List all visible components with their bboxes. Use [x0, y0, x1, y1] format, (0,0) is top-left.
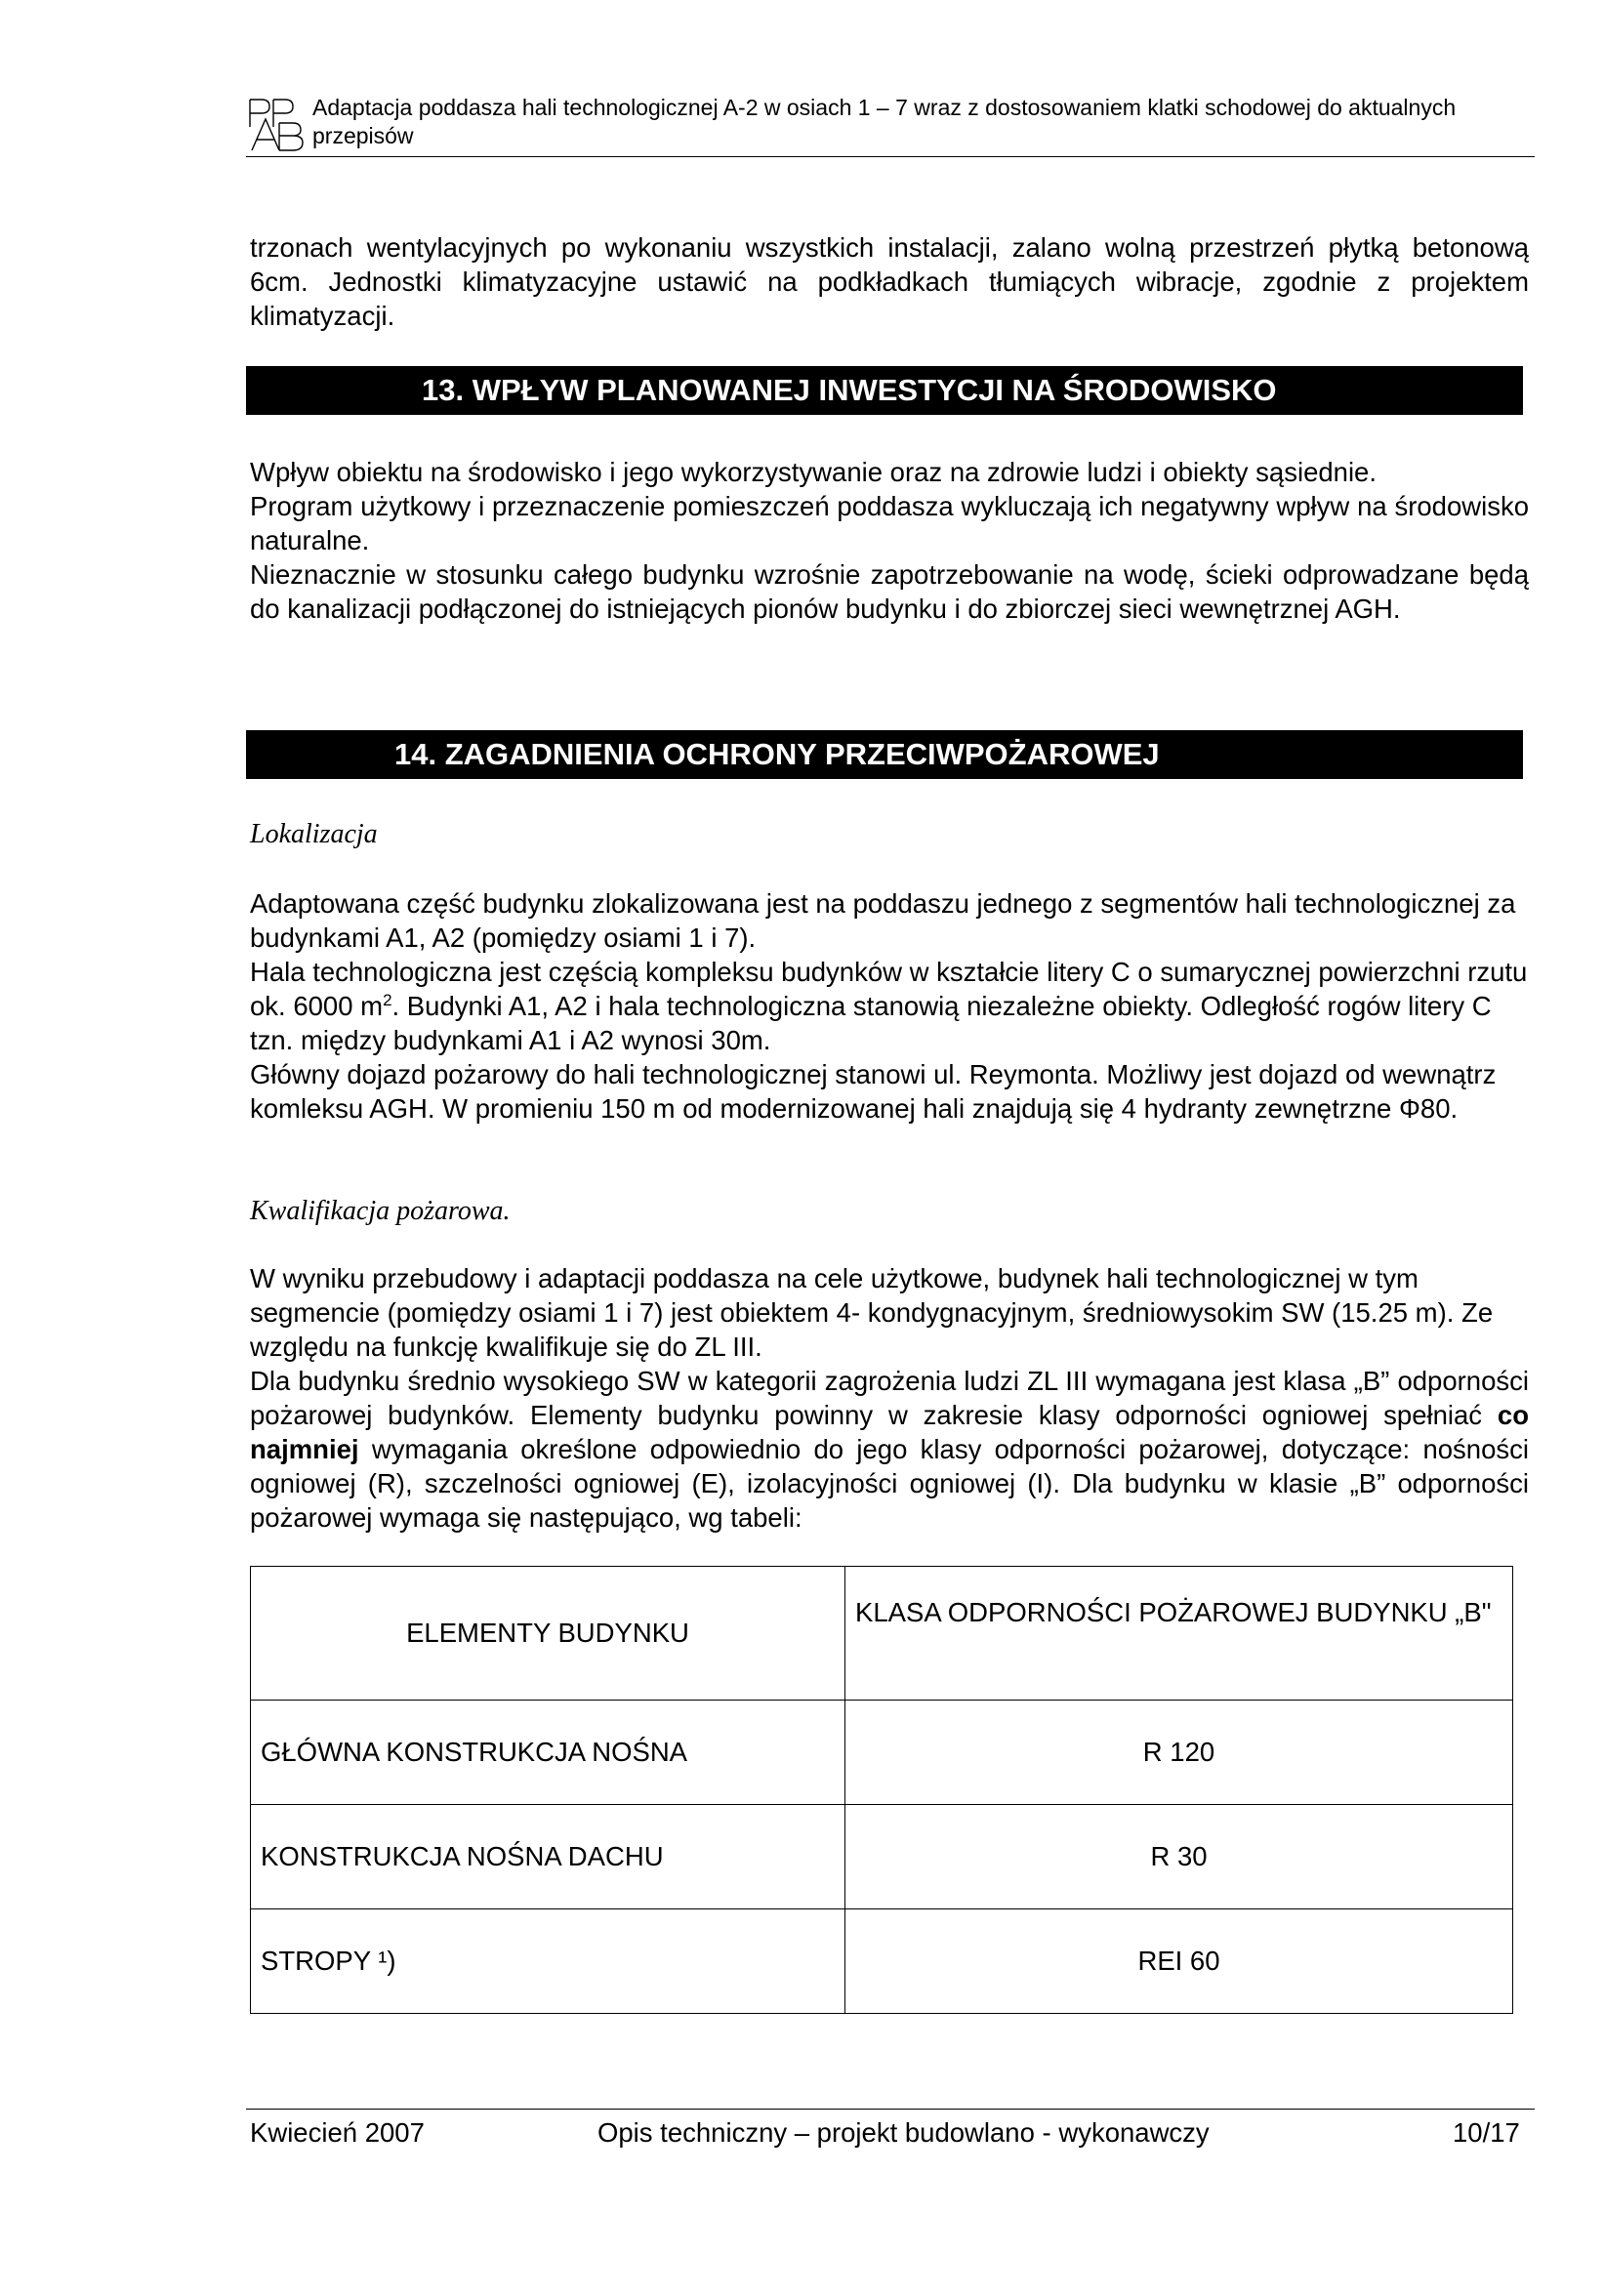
section-13-paragraph: Wpływ obiektu na środowisko i jego wykorzystywanie oraz na zdrowie ludzi i obiekty sąsiednie. — [250, 457, 1377, 487]
lokalizacja-text: Hala technologiczna jest częścią kompleksu budynków w kształcie litery C o sumarycznej powierzchni rzutu ok. 6000 m — [250, 957, 1528, 1021]
section-13-paragraph: Nieznacznie w stosunku całego budynku wzrośnie zapotrzebowanie na wodę, ścieki odprowadzane będą do kanalizacji podłączonej do istniejących pionów budynku i do zbiorczej sieci wewnętrznej AGH. — [250, 559, 1529, 624]
table-cell: R 30 — [845, 1805, 1513, 1909]
section-13-title: 13. WPŁYW PLANOWANEJ INWESTYCJI NA ŚRODOWISKO — [422, 373, 1277, 407]
table-cell: R 120 — [845, 1701, 1513, 1805]
footer-divider — [246, 2109, 1535, 2110]
section-13-body — [250, 455, 1529, 626]
footer-document-type: Opis techniczny – projekt budowlano - wykonawczy — [597, 2117, 1210, 2148]
table-cell: GŁÓWNA KONSTRUKCJA NOŚNA — [251, 1701, 845, 1805]
table-row — [251, 1909, 1513, 2014]
table-header-cell: KLASA ODPORNOŚCI POŻAROWEJ BUDYNKU „B" — [845, 1567, 1513, 1701]
kwalifikacja-body — [250, 1261, 1529, 1535]
lokalizacja-text: . Budynki A1, A2 i hala technologiczna stanowią niezależne obiekty. Odległość rogów litery C tzn. między budynkami A1 i A2 wynosi 30m. — [250, 991, 1492, 1055]
section-14-heading — [246, 730, 1523, 779]
section-13-paragraph: Program użytkowy i przeznaczenie pomieszczeń poddasza wykluczają ich negatywny wpływ na środowisko naturalne. — [250, 491, 1529, 555]
section-13-heading — [246, 366, 1523, 415]
table-cell: REI 60 — [845, 1909, 1513, 2014]
kwalifikacja-text: wymagania określone odpowiednio do jego klasy odporności pożarowej, dotyczące: nośności ogniowej (R), szczelności ogniowej (E), izolacyjności ogniowej (I). Dla budynku w klasie „B” odporności pożarowej wymaga się następująco, wg tabeli: — [250, 1434, 1529, 1533]
page-number: 10/17 — [1453, 2117, 1520, 2148]
fire-resistance-table — [250, 1566, 1513, 2014]
lokalizacja-paragraph: Adaptowana część budynku zlokalizowana jest na poddaszu jednego z segmentów hali technologicznej za budynkami A1, A2 (pomiędzy osiami 1 i 7). — [250, 888, 1516, 953]
table-header-row — [251, 1567, 1513, 1701]
intro-text: trzonach wentylacyjnych po wykonaniu wszystkich instalacji, zalano wolną przestrzeń płytką betonową 6cm. Jednostki klimatyzacyjne ustawić na podkładkach tłumiących wibracje, zgodnie z projektem klimatyzacji. — [250, 232, 1529, 331]
document-title: Adaptacja poddasza hali technologicznej A-2 w osiach 1 – 7 wraz z dostosowaniem klatki schodowej do aktualnych przepisów — [312, 95, 1457, 148]
footer-date: Kwiecień 2007 — [250, 2117, 425, 2148]
page-header — [246, 90, 1535, 157]
lokalizacja-paragraph — [250, 955, 1529, 1057]
table-cell: KONSTRUKCJA NOŚNA DACHU — [251, 1805, 845, 1909]
table-row — [251, 1805, 1513, 1909]
table-row — [251, 1701, 1513, 1805]
pab-logo-icon — [246, 94, 305, 154]
table-cell: STROPY ¹) — [251, 1909, 845, 2014]
intro-paragraph — [250, 230, 1529, 333]
emphasis-text: co najmniej — [250, 1400, 1529, 1464]
kwalifikacja-paragraph — [250, 1364, 1529, 1535]
section-14-title: 14. ZAGADNIENIA OCHRONY PRZECIWPOŻAROWEJ — [394, 737, 1160, 771]
lokalizacja-body — [250, 886, 1529, 1126]
table-header-cell: ELEMENTY BUDYNKU — [251, 1567, 845, 1701]
kwalifikacja-paragraph: W wyniku przebudowy i adaptacji poddasza na cele użytkowe, budynek hali technologicznej w tym segmencie (pomiędzy osiami 1 i 7) jest obiektem 4- kondygnacyjnym, średniowysokim SW (15.25 m). Ze względu na funkcję kwalifikuje się do ZL III. — [250, 1263, 1494, 1362]
kwalifikacja-heading: Kwalifikacja pożarowa. — [250, 1196, 511, 1226]
lokalizacja-paragraph: Główny dojazd pożarowy do hali technologicznej stanowi ul. Reymonta. Możliwy jest dojazd od wewnątrz komleksu AGH. W promieniu 150 m od modernizowanej hali znajdują się 4 hydranty zewnętrzne Φ80. — [250, 1059, 1497, 1124]
kwalifikacja-text: Dla budynku średnio wysokiego SW w kategorii zagrożenia ludzi ZL III wymagana jest klasa „B” odporności pożarowej budynków. Elementy budynku powinny w zakresie klasy odporności ogniowej spełniać — [250, 1366, 1529, 1430]
superscript: 2 — [383, 990, 392, 1009]
lokalizacja-heading: Lokalizacja — [250, 819, 378, 849]
